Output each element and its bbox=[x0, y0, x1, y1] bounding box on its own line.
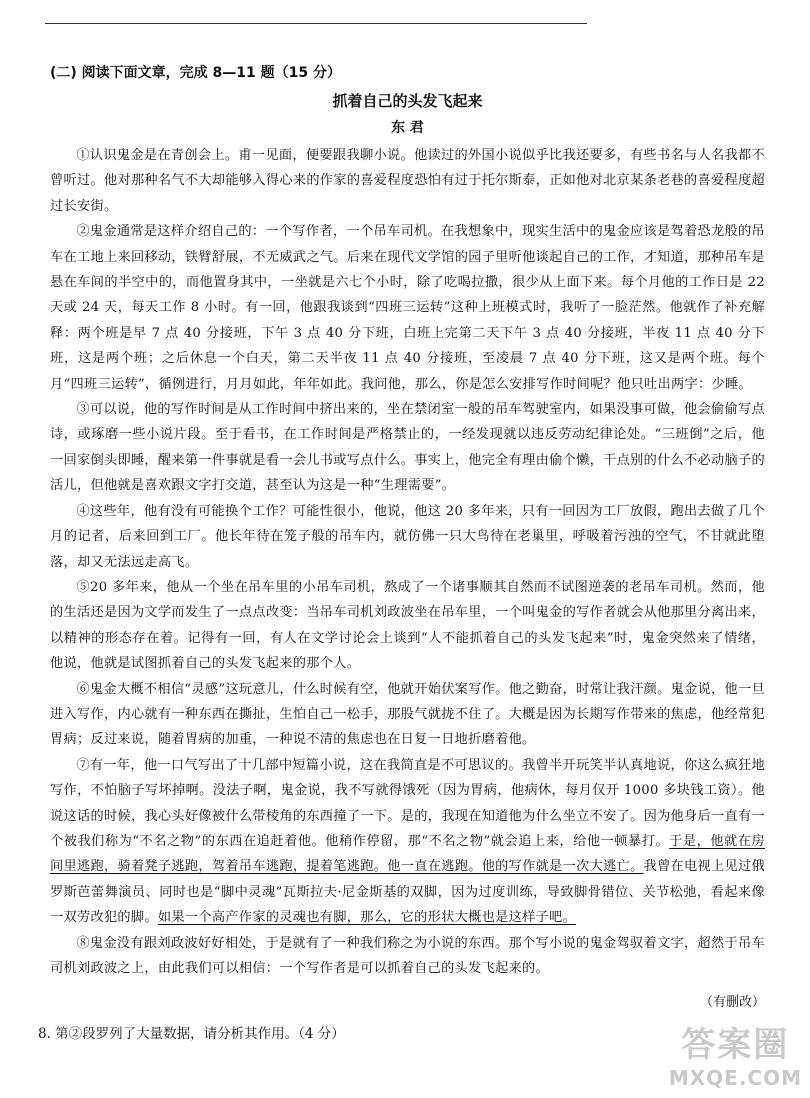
top-rule bbox=[45, 23, 587, 24]
exam-page bbox=[38, 48, 765, 1043]
paragraph-1: ①认识鬼金是在青创会上。甫一见面，便要跟我聊小说。他读过的外国小说似乎比我还要多，有些书名与人名我都不曾听过。他对那种名气不大却能够入得心来的作家的喜爱程度恐怕有过于托尔斯泰，正如他对北京某条老巷的喜爱程度超过长安街。 bbox=[50, 148, 765, 214]
paragraph-7-middle: 我曾在电视上见过俄罗斯芭蕾舞演员、同时也是“脚中灵魂”瓦斯拉夫·尼金斯基的双脚，因为过度训练，导致脚骨错位、关节松弛，看起来像一双劳改犯的脚。 bbox=[50, 859, 765, 926]
article-title: 抓着自己的头发飞起来 bbox=[332, 92, 483, 110]
underlined-sentence-2: 如果一个高产作家的灵魂也有脚，那么，它的形状大概也是这样子吧。 bbox=[157, 910, 577, 926]
watermark-text: 答案圈 bbox=[681, 1025, 790, 1065]
watermark-logo bbox=[669, 1017, 802, 1090]
paragraph-4: ④这些年，他有没有可能换个工作？可能性很小，他说，他这 20 多年来，只有一回因为工厂放假，跑出去做了几个月的记者，后来回到工厂。他长年待在笼子般的吊车内，就仿佛一只大鸟待在老巢里，呼吸着污浊的空气，不甘就此堕落，却又无法远走高飞。 bbox=[50, 503, 765, 570]
paragraph-7 bbox=[50, 753, 765, 931]
watermark-url: MXQE.COM bbox=[668, 1066, 802, 1090]
article-author: 东 君 bbox=[391, 120, 424, 136]
paragraph-6: ⑥鬼金大概不相信“灵感”这玩意儿，什么时候有空，他就开始伏案写作。他之勤奋，时常让我汗颜。鬼金说，他一旦进入写作，内心就有一种东西在撕扯，生怕自己一松手，那股气就拢不住了。大概是因为长期写作带来的焦虑，他经常犯胃病；反过来说，随着胃病的加重，一种说不清的焦虑也在日复一日地折磨着他。 bbox=[50, 681, 765, 748]
underlined-sentence-1: 于是，他就在房间里逃跑，骑着凳子逃跑，驾着吊车逃跑，提着笔逃跑。他一直在逃跑。他的写作就是一次大逃亡。 bbox=[50, 833, 765, 875]
paragraph-7-start: ⑦有一年，他一口气写出了十几部中短篇小说，这在我简直是不可思议的。我曾半开玩笑半认真地说，你这么疯狂地写作，不怕脑子写坏掉啊。没法子啊，鬼金说，我不写就得饿死（因为胃病，他病休，每月仅开 1000 多块钱工资）。他说这话的时候，我心头好像被什么带棱角的东西撞了一下。是的，我现在知道他为什么坐立不安了。因为他身后一直有一个被我们称为“不名之物”的东西在追赶着他。他稍作停留，那“不名之物”就会追上来，给他一顿暴打。 bbox=[50, 757, 765, 849]
paragraph-5: ⑤20 多年来，他从一个坐在吊车里的小吊车司机，熬成了一个诸事顺其自然而不试图逆袭的老吊车司机。然而，他的生活还是因为文学而发生了一点点改变：当吊车司机刘政波坐在吊车里，一个叫鬼金的写作者就会从他那里分离出来，以精神的形态存在着。记得有一回，有人在文学讨论会上谈到“人不能抓着自己的头发飞起来”时，鬼金突然来了情绪，他说，他就是试图抓着自己的头发飞起来的那个人。 bbox=[50, 579, 765, 672]
paragraph-8: ⑧鬼金没有跟刘政波好好相处，于是就有了一种我们称之为小说的东西。那个写小说的鬼金驾驭着文字，超然于吊车司机刘政波之上，由此我们可以相信：一个写作者是可以抓着自己的头发飞起来的。 bbox=[50, 935, 765, 976]
paragraph-2: ②鬼金通常是这样介绍自己的：一个写作者，一个吊车司机。在我想象中，现实生活中的鬼金应该是驾着恐龙般的吊车在工地上来回移动，铁臂舒展，不无威武之气。后来在现代文学馆的园子里听他谈起自己的工作，才知道，那种吊车是悬在车间的半空中的，而他置身其中，一坐就是六七个小时，除了吃喝拉撒，很少从上面下来。每个月他的工作日是 22 天或 24 天，每天工作 8 小时。有一回，他跟我谈到“四班三运转”这种上班模式时，我听了一脸茫然。他就作了补充解释：两个班是早 7 点 40 分接班，下午 3 点 40 分下班，白班上完第二天下午 3 点 40 分接班，半夜 11 点 40 分下班，这是两个班；之后休息一个白天，第二天半夜 11 点 40 分接班，至凌晨 7 点 40 分下班，这又是两个班。每个月“四班三运转”，循例进行，月月如此，年年如此。我问他，那么，你是怎么安排写作时间呢？他只吐出两字：少睡。 bbox=[50, 224, 765, 392]
paragraph-3: ③可以说，他的写作时间是从工作时间中挤出来的，坐在禁闭室一般的吊车驾驶室内，如果没事可做，他会偷偷写点诗，或琢磨一些小说片段。至于看书，在工作时间是严格禁止的，一经发现就以违反劳动纪律论处。“三班倒”之后，他一回家倒头即睡，醒来第一件事就是看一会儿书或写点什么。事实上，他完全有理由偷个懒，干点别的什么不必动脑子的活儿，但他就是喜欢跟文字打交道，甚至认为这是一种“生理需要”。 bbox=[50, 402, 765, 494]
source-note: （有删改） bbox=[699, 995, 765, 1011]
section-title: (二) 阅读下面文章，完成 8—11 题（15 分） bbox=[50, 65, 341, 81]
question-8: 8. 第②段罗列了大量数据，请分析其作用。（4 分） bbox=[38, 1026, 345, 1043]
